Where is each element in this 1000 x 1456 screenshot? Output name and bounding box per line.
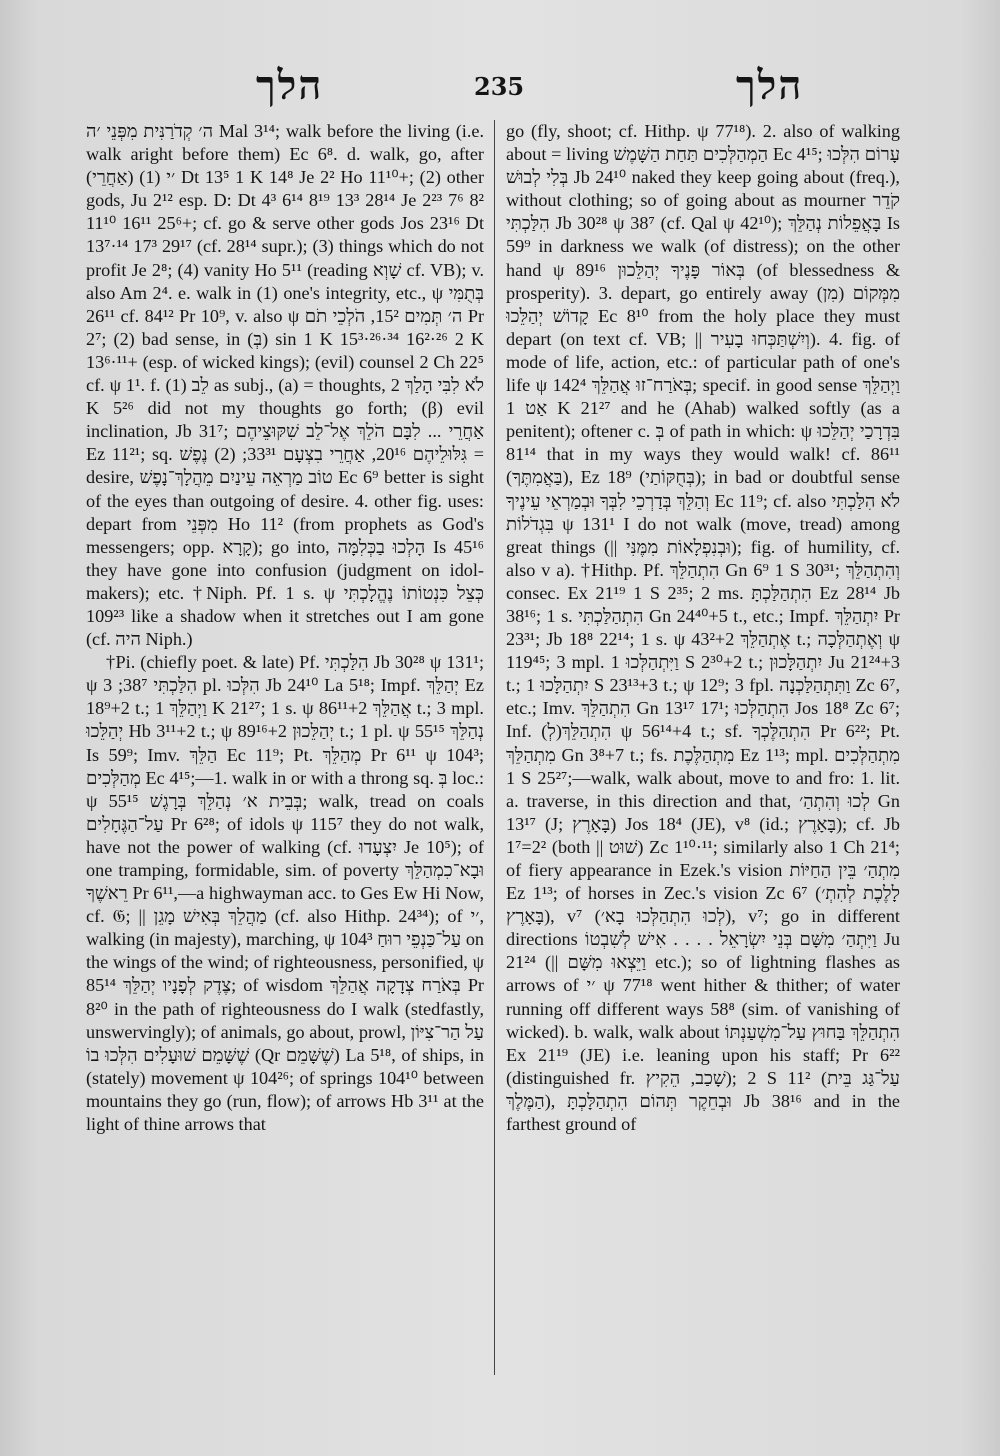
right-column (506, 120, 900, 1380)
headword-left: הלך (256, 62, 324, 109)
column-divider (494, 120, 495, 1375)
left-column (86, 120, 484, 1380)
left-paragraph-piel: †Pi. (chiefly poet. & late) Pf. הִלַּכְתִּי Jb 30²⁸ ψ 131¹; ψ הִלַּכְתִּי 38⁷; 3 pl. הִלְּכוּ Jb 24¹⁰ La 5¹⁸; Impf. יְהַלֵּךְ Ez 18⁹+2 t.; וַיְהַלֵּךְ 1 K 21²⁷; 1 s. ψ אֲהַלֵּךְ 86¹¹+2 t.; 3 mpl. יְהַלֵּכוּ Hb 3¹¹+2 t.; ψ יְהַלֵּכוּן 89¹⁶+2 t.; 1 pl. ψ נְהַלֵּךְ 55¹⁵ Is 59⁹; Imv. הַלֵּךְ Ec 11⁹; Pt. מְהַלֵּךְ Pr 6¹¹ ψ 104³; מְהַלְּכִים Ec 4¹⁵;—1. walk in or with a throng sq. בְּ loc.: ψ בְּבֵית א׳ נְהַלֵּךְ בְּרָגֶשׁ 55¹⁵; walk, tread on coals עַל־הַגֶּחָלִים Pr 6²⁸; of idols ψ 115⁷ they do not walk, have not the power of walking (cf. יִצְעָדוּ Je 10⁵); of one tramping, formidable, sim. of poverty וּבָא־כִמְהַלֵּךְ רֵאשֶׁךָ Pr 6¹¹,—a highwayman acc. to Ges Ew Hi Now, cf. 𝔊; || מַהֲלֵךְ בְּאִישׁ מָגֵן (cf. also Hithp. 24³⁴); of ׳י, walking (in majesty), marching, ψ עַל־כַּנְפֵי רוּחַ 104³ on the wings of the wind; of righteousness, personified, ψ צֶדֶק לְפָנָיו יְהַלֵּךְ 85¹⁴; of wisdom בְּאֹרַח צְדָקָה אֲהַלֵּךְ Pr 8²⁰ in the path of righteousness do I walk (stedfastly, unswervingly); of animals, go about, prowl, עַל הַר־צִיּוֹן שֶׁשָּׁמֵם שׁוּעָלִים הִלְּכוּ בוֹ (Qr שֶׁשָּׁמֵם) La 5¹⁸, of ships, in (stately) movement ψ 104²⁶; of springs 104¹⁰ between mountains they go (run, flow); of arrows Hb 3¹¹ at the light of thine arrows that (86, 652, 484, 1135)
left-paragraph-qal: ה׳ קְדֹרַנִּית מִפְּנֵי ׳ה Mal 3¹⁴; walk before the living (i.e. walk aright before them) Ec 6⁸. d. walk, go, after (אַחֲרֵי) (1) ׳י Dt 13⁵ 1 K 14⁸ Je 2² Ho 11¹⁰+; (2) other gods, Ju 2¹² esp. D: Dt 4³ 6¹⁴ 8¹⁹ 13³ 28¹⁴ Je 2²³ 7⁶ 8² 11¹⁰ 16¹¹ 25⁶+; cf. go & serve other gods Jos 23¹⁶ Dt 13⁷·¹⁴ 17³ 29¹⁷ (cf. 28¹⁴ supr.); (3) things which do not profit Je 2⁸; (4) vanity Ho 5¹¹ (reading שָׁוְא cf. VB); v. also Am 2⁴. e. walk in (1) one's integrity, etc., ψ בְּתֻמִּי 26¹¹ cf. 84¹² Pr 10⁹, v. also ψ ה׳ תְּמִים 15², הֹלְכֵי תֹם Pr 2⁷; (2) bad sense, in (בְּ) sin 1 K 15³·²⁶·³⁴ 16²·²⁶ 2 K 13⁶·¹¹+ (esp. of wicked kings); (evil) counsel 2 Ch 22⁵ cf. ψ 1¹. f. (1) לֵב as subj., (a) = thoughts, לֹא לִבִּי הָלַךְ 2 K 5²⁶ did not my thoughts go forth; (β) evil inclination, Jb 31⁷; אַחֲרֵי ... לִבָּם הֹלֵךְ אֶל־לֵב שִׁקּוּצֵיהֶם Ez 11²¹; sq. גִּלּוּלֵיהֶם 20¹⁶, אַחֲרֵי בִצְעָם 33³¹; (2) נֶפֶשׁ = desire, טוֹב מַרְאֵה עֵינַיִם מֵהֲלָךְ־נָפֶשׁ Ec 6⁹ better is sight of the eyes than outgoing of desire. 4. other fig. uses: depart from מִפְּנֵי Ho 11² (from prophets as God's messengers; opp. קָרָא); go into, הָלְכוּ בַכְּלִמָּה Is 45¹⁶ they have gone into confusion (judgment on idol-makers); etc. †Niph. Pf. 1 s. ψ כְּצֵל כִּנְטוֹתוֹ נֶהֱלָכְתִּי 109²³ like a shadow when it stretches out I am gone (cf. היה Niph.) (86, 121, 484, 650)
right-paragraph-hithpael: go (fly, shoot; cf. Hithp. ψ 77¹⁸). 2. also of walking about = living הַמְהַלְּכִים תַּחַת הַשָּׁמֶשׁ Ec 4¹⁵; עָרוֹם הִלְּכוּ בְּלִי לְבוּשׁ Jb 24¹⁰ naked they keep going about (freq.), without clothing; so of going about as mourner קֹדֵר הִלַּכְתִּי Jb 30²⁸ ψ 38⁷ (cf. Qal ψ 42¹⁰); בָּאֲפֵלוֹת נְהַלֵּךְ Is 59⁹ in darkness we walk (of distress); on the other hand ψ בְּאוֹר פָּנֶיךָ יְהַלֵּכוּן 89¹⁶ (of blessedness & prosperity). 3. depart, go entirely away (מִן) מִמְּקוֹם קָדוֹשׁ יְהַלֵּכוּ Ec 8¹⁰ from the holy place they must depart (on text cf. VB; || וְיִשְׁתַּכְּחוּ בָעִיר). 4. fig. of mode of life, action, etc.: of particular path of one's life ψ בְּאֹרַח־זוּ אֲהַלֵּךְ 142⁴; specif. in good sense וַיְהַלֵּךְ אַט 1 K 21²⁷ and he (Ahab) walked softly (as a penitent); oftener c. בְּ of path in which: ψ בִּדְרָכַי יְהַלֵּכוּ 81¹⁴ that in my ways they would walk! cf. 86¹¹ (בַּאֲמִתֶּךָ), Ez 18⁹ (בְּחֻקּוֹתַי); in bad or doubtful sense וְהַלֵּךְ בְּדַרְכֵי לִבְּךָ וּבְמַרְאֵי עֵינֶיךָ Ec 11⁹; cf. also לֹא הִלַּכְתִּי בִּגְדֹלוֹת ψ 131¹ I do not walk (move, tread) among great things (|| וּבְנִפְלָאוֹת מִמֶּנִּי); fig. of humility, cf. also v a). †Hithp. Pf. הִתְהַלֵּךְ Gn 6⁹ 1 S 30³¹; וְהִתְהַלֵּךְ consec. Ex 21¹⁹ 1 S 2³⁵; 2 ms. הִתְהַלַּכְתָּ Ez 28¹⁴ Jb 38¹⁶; 1 s. הִתְהַלַּכְתִּי Gn 24⁴⁰+5 t., etc.; Impf. יִתְהַלֵּךְ Pr 23³¹; Jb 18⁸ 22¹⁴; 1 s. ψ אֶתְהַלֵּךְ 43²+2 t.; וְאֶתְהַלְּכָה ψ 119⁴⁵; 3 mpl. וַיִּתְהַלְּכוּ 1 S 2³⁰+2 t.; יִתְהַלָּכוּן Ju 21²⁴+3 t.; יִתְהַלָּכוּ 1 S 23¹³+3 t.; ψ 12⁹; 3 fpl. וַתִּתְהַלַּכְנָה Zc 6⁷, etc.; Imv. הִתְהַלֵּךְ Gn 13¹⁷ 17¹; הִתְהַלְּכוּ Jos 18⁸ Zc 6⁷; Inf. (לְ)הִתְהַלֵּךְ ψ 56¹⁴+4 t.; sf. הִתְהַלֶּכְךָ Pr 6²²; Pt. מִתְהַלֵּךְ Gn 3⁸+7 t.; fs. מִתְהַלֶּכֶת Ez 1¹³; mpl. מִתְהַלְּכִים 1 S 25²⁷;—walk, walk about, move to and fro: 1. lit. a. traverse, in this direction and that, לְכוּ וְהִתְהַ׳ Gn 13¹⁷ (J; בָּאָרֶץ) Jos 18⁴ (JE), v⁸ (id.; בָּאָרֶץ); cf. Jb 1⁷=2² (both || שׁוּט) Zc 1¹⁰·¹¹; similarly also 1 Ch 21⁴; of fiery appearance in Ezek.'s vision מִתְהַ׳ בֵּין הַחַיּוֹת Ez 1¹³; of horses in Zec.'s vision Zc 6⁷ (לָלֶכֶת לְהִתְ׳ בָּאָרֶץ), v⁷ (לְכוּ הִתְהַלְּכוּ בָא׳), v⁷; go in different directions וַיִּתְהַ׳ מִשָּׁם בְּנֵי יִשְׂרָאֵל . . . . אִישׁ לְשִׁבְטוֹ Ju 21²⁴ (|| וַיֵּצְאוּ מִשָּׁם etc.); so of lightning flashes as arrows of ׳י ψ 77¹⁸ went hither & thither; of water running off different ways 58⁸ (sim. of vanishing of wicked). b. walk, walk about הִתְהַלֵּךְ בַּחוּץ עַל־מִשְׁעַנְתּוֹ Ex 21¹⁹ (JE) i.e. leaning upon his staff; Pr 6²² (distinguished fr. שָׁכַב, הֵקִיץ); 2 S 11² (עַל־גַּג בֵּית הַמֶּלֶךְ), וּבְחֵקֶר תְּהוֹם הִתְהַלָּכְתָּ Jb 38¹⁶ and in the farthest ground of (506, 121, 900, 1135)
page-number: 235 (474, 72, 525, 101)
page-header (60, 62, 940, 116)
headword-right: הלך (736, 62, 804, 109)
